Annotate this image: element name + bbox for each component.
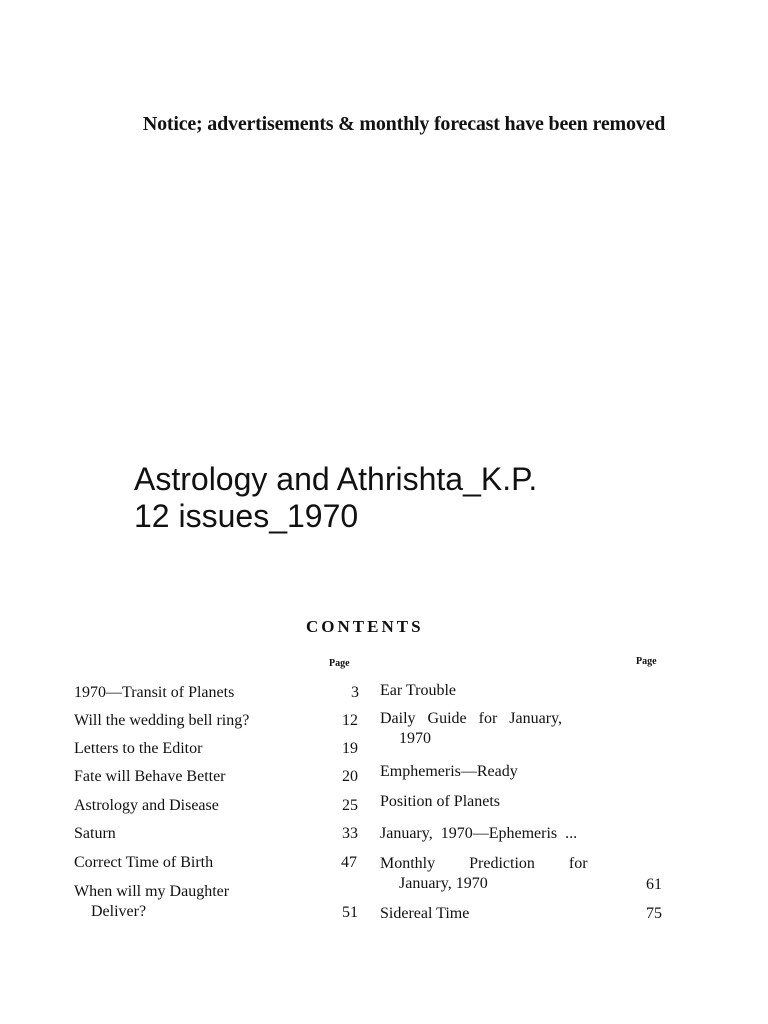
toc-entry-title: Daily Guide for January, xyxy=(380,710,563,727)
toc-entry-title-cont: Deliver? xyxy=(91,903,147,920)
toc-entry-page: 19 xyxy=(342,740,358,757)
toc-entry-page: 61 xyxy=(646,876,662,893)
page-header-right: Page xyxy=(636,656,657,667)
toc-entry-title: January, 1970—Ephemeris ... xyxy=(380,825,578,842)
toc-entry-title: Sidereal Time xyxy=(380,905,470,922)
toc-entry-title: 1970—Transit of Planets xyxy=(74,684,235,701)
toc-entry-title: Letters to the Editor xyxy=(74,740,203,757)
toc-entry-title-cont: January, 1970 xyxy=(399,875,488,892)
toc-entry-title: Monthly Prediction for xyxy=(380,855,588,872)
toc-entry-title: Ear Trouble xyxy=(380,682,456,699)
toc-entry xyxy=(380,855,670,899)
toc-entry xyxy=(74,883,358,927)
document-title xyxy=(134,461,537,535)
toc-entry-page: 33 xyxy=(342,825,358,842)
toc-entry-title: Will the wedding bell ring? xyxy=(74,712,250,729)
toc-entry-page: 12 xyxy=(342,712,358,729)
toc-entry-title: Astrology and Disease xyxy=(74,797,219,814)
toc-entry-title: Fate will Behave Better xyxy=(74,768,226,785)
notice-text: Notice; advertisements & monthly forecast have been removed xyxy=(142,113,666,135)
toc-entry-page: 25 xyxy=(342,797,358,814)
toc-entry-title-cont: 1970 xyxy=(399,730,431,747)
toc-entry-page: 75 xyxy=(646,905,662,922)
toc-entry-page: 3 xyxy=(351,684,359,701)
toc-entry-title: Position of Planets xyxy=(380,793,501,810)
toc-entry-title: When will my Daughter xyxy=(74,883,230,900)
toc-entry-page: 47 xyxy=(341,854,357,871)
title-line-2: 12 issues_1970 xyxy=(134,498,359,534)
toc-entry-page: 20 xyxy=(342,768,358,785)
toc-entry xyxy=(380,710,670,754)
contents-heading: CONTENTS xyxy=(306,617,424,636)
page-header-left: Page xyxy=(329,658,350,669)
title-line-1: Astrology and Athrishta_K.P. xyxy=(134,461,538,497)
toc-entry-title: Correct Time of Birth xyxy=(74,854,214,871)
toc-entry-title: Emphemeris—Ready xyxy=(380,763,518,780)
toc-entry-title: Saturn xyxy=(74,825,116,842)
toc-entry-page: 51 xyxy=(342,904,358,921)
